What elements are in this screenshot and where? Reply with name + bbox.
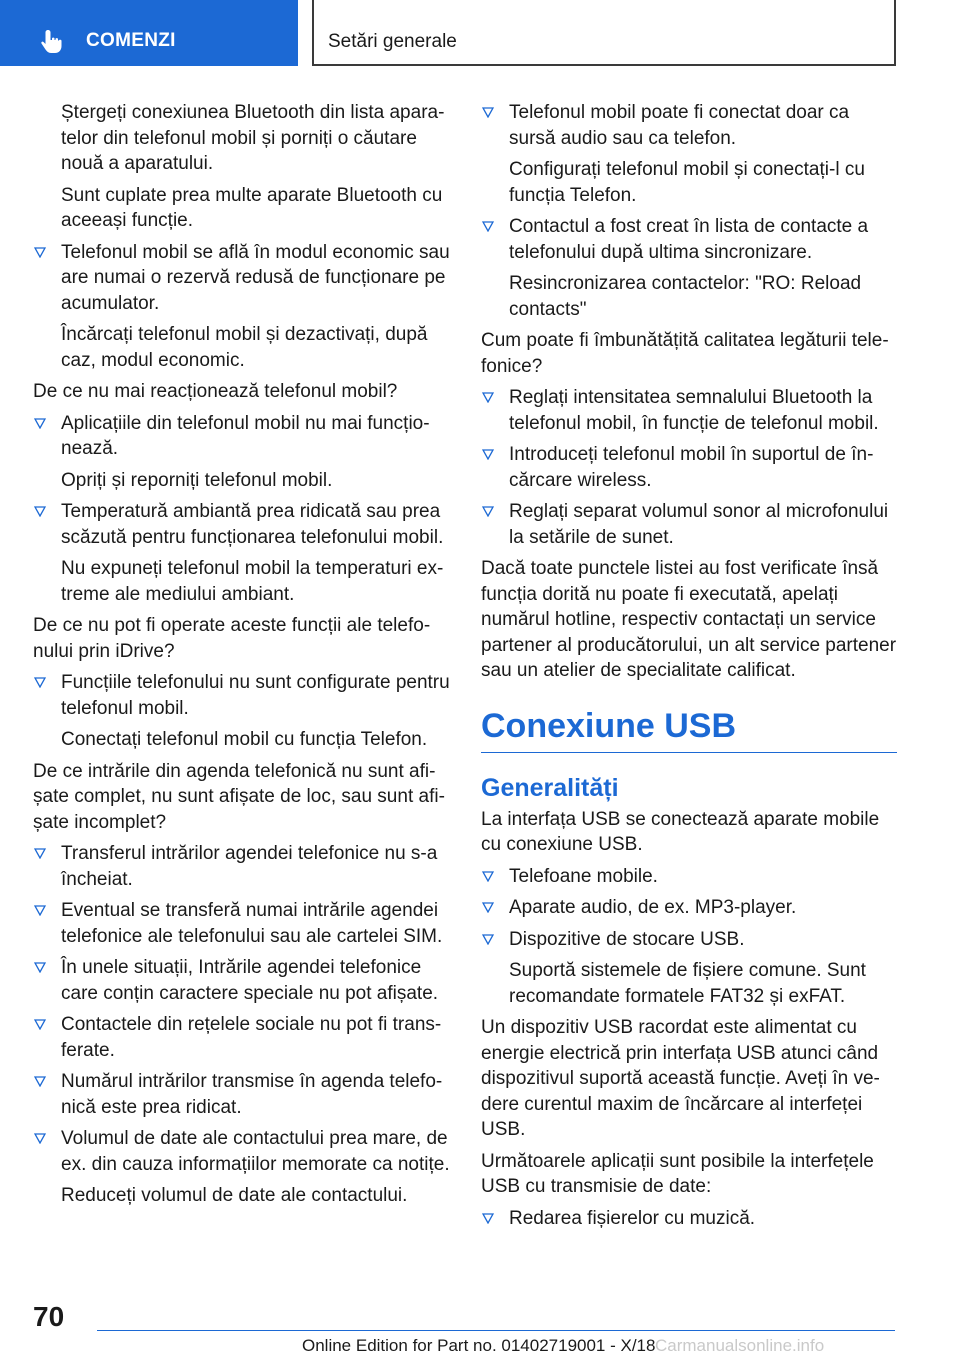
left-column — [33, 100, 451, 1215]
list-item-text: Transferul intrărilor agendei telefonice nu s-a încheiat. — [61, 843, 438, 890]
paragraph: Un dispozitiv USB racordat este alimentat cu energie electrică prin interfața USB atunci când dispozitivul suportă această funcție. Aveți în vedere curentul maxim de încărcare al interfeței USB. — [481, 1017, 880, 1140]
list-item-text: Contactele din rețelele sociale nu pot fi transferate. — [61, 1014, 442, 1061]
page-header — [0, 0, 960, 66]
triangle-bullet-icon — [34, 904, 46, 916]
list-item-text: Dispozitive de stocare USB. — [509, 928, 745, 950]
triangle-bullet-icon — [34, 1075, 46, 1087]
triangle-bullet-icon — [34, 1132, 46, 1144]
list-item-text: Aparate audio, de ex. MP3-player. — [509, 897, 797, 918]
list-item — [33, 898, 451, 949]
list-item — [33, 955, 451, 1006]
instruction-text: Încărcați telefonul mobil și dezactivați, după caz, modul economic. — [61, 324, 428, 371]
footer-divider — [97, 1330, 895, 1331]
instruction-text: Opriți și reporniți telefonul mobil. — [61, 469, 333, 491]
list-item — [33, 670, 451, 721]
list-item-text: Temperatură ambiantă prea ridicată sau prea scăzută pentru funcționarea telefonului mobil. — [61, 501, 444, 548]
paragraph: De ce nu pot fi operate aceste funcții ale telefonului prin iDrive? — [33, 615, 431, 662]
list-item — [33, 411, 451, 462]
list-item — [481, 895, 897, 921]
edition-text: Online Edition for Part no. 01402719001 - X/18 — [302, 1336, 656, 1355]
triangle-bullet-icon — [34, 246, 46, 258]
triangle-bullet-icon — [34, 1018, 46, 1030]
triangle-bullet-icon — [34, 961, 46, 973]
paragraph: De ce intrările din agenda telefonică nu sunt afișate complet, nu sunt afișate de loc, sau sunt afișate incomplet? — [33, 760, 445, 833]
list-item-text: Reglați intensitatea semnalului Bluetooth la telefonul mobil, în funcție de telefonul mobil. — [509, 387, 879, 434]
hand-touch-icon — [38, 27, 66, 55]
list-item-text: Introduceți telefonul mobil în suportul de încărcare wireless. — [509, 444, 874, 491]
list-item-text: Telefonul mobil poate fi conectat doar ca sursă audio sau ca telefon. — [509, 102, 850, 149]
chapter-box — [312, 0, 896, 66]
list-item-text: Telefonul mobil se află în modul economic sau are numai o rezervă redusă de funcționare pe acumulator. — [61, 241, 450, 314]
list-item-text: Aplicațiile din telefonul mobil nu mai funcționează. — [61, 412, 430, 459]
right-column — [481, 100, 897, 1237]
page-number: 70 — [33, 1301, 65, 1332]
instruction-text: Reduceți volumul de date ale contactului. — [61, 1185, 408, 1206]
section-tab — [0, 0, 298, 66]
paragraph: Cum poate fi îmbunătățită calitatea legăturii telefonice? — [481, 330, 889, 377]
triangle-bullet-icon — [482, 448, 494, 460]
paragraph: De ce nu mai reacționează telefonul mobil? — [33, 381, 398, 402]
list-item — [481, 499, 897, 550]
triangle-bullet-icon — [482, 391, 494, 403]
chapter-title: Setări generale — [328, 31, 457, 52]
list-item — [33, 1069, 451, 1120]
triangle-bullet-icon — [482, 933, 494, 945]
triangle-bullet-icon — [482, 901, 494, 913]
list-item-text: Contactul a fost creat în lista de contacte a telefonului după ultima sincronizare. — [509, 216, 869, 263]
list-item — [33, 499, 451, 550]
watermark: Carmanualsonline.info — [655, 1336, 825, 1355]
list-item-text: Redarea fișierelor cu muzică. — [509, 1207, 756, 1229]
instruction-text: Nu expuneți telefonul mobil la temperaturi extreme ale mediului ambiant. — [61, 558, 444, 605]
instruction-text: Resincronizarea contactelor: "RO: Reload contacts" — [509, 273, 862, 320]
triangle-bullet-icon — [482, 870, 494, 882]
list-item-text: În unele situații, Intrările agendei telefonice care conțin caractere speciale nu pot afișate. — [61, 957, 439, 1004]
list-item — [481, 214, 897, 265]
triangle-bullet-icon — [482, 1212, 494, 1224]
list-item — [33, 1012, 451, 1063]
section-label: COMENZI — [86, 30, 176, 51]
list-item — [33, 240, 451, 317]
subsection-heading: Generalități — [481, 773, 619, 802]
instruction-text: Sunt cuplate prea multe aparate Bluetooth cu aceeași funcție. — [61, 184, 443, 231]
triangle-bullet-icon — [482, 505, 494, 517]
paragraph: La interfața USB se conectează aparate mobile cu conexiune USB. — [481, 808, 880, 855]
instruction-text: Suportă sistemele de fișiere comune. Sunt recomandate formatele FAT32 și exFAT. — [509, 960, 866, 1007]
list-item-text: Reglați separat volumul sonor al microfonului la setările de sunet. — [509, 501, 889, 548]
list-item — [33, 841, 451, 892]
list-item-text: Telefoane mobile. — [509, 865, 658, 887]
instruction-text: Ștergeți conexiunea Bluetooth din lista aparatelor din telefonul mobil și porniți o căutare nouă a aparatului. — [61, 102, 445, 174]
list-item — [481, 864, 897, 890]
instruction-text: Configurați telefonul mobil și conectați-l cu funcția Telefon. — [509, 159, 865, 206]
list-item — [481, 100, 897, 151]
list-item-text: Eventual se transferă numai intrările agendei telefonice ale telefonului sau ale cartelei SIM. — [61, 900, 443, 947]
list-item-text: Numărul intrărilor transmise în agenda telefonică este prea ridicat. — [61, 1071, 443, 1118]
list-item-text: Funcțiile telefonului nu sunt configurate pentru telefonul mobil. — [61, 672, 450, 719]
triangle-bullet-icon — [34, 505, 46, 517]
triangle-bullet-icon — [34, 847, 46, 859]
triangle-bullet-icon — [482, 220, 494, 232]
paragraph: Următoarele aplicații sunt posibile la interfețele USB cu transmisie de date: — [481, 1150, 874, 1197]
section-heading: Conexiune USB — [481, 706, 897, 753]
list-item — [33, 1126, 451, 1177]
list-item — [481, 927, 897, 953]
list-item — [481, 1206, 897, 1232]
triangle-bullet-icon — [482, 106, 494, 118]
instruction-text: Conectați telefonul mobil cu funcția Telefon. — [61, 729, 428, 750]
list-item — [481, 385, 897, 436]
list-item — [481, 442, 897, 493]
paragraph: Dacă toate punctele listei au fost verificate însă funcția dorită nu poate fi executată, apelați numărul hotline, respectiv contactați un service partener al producătorului, un alt service partener sau un atelier de specialitate calificat. — [481, 558, 897, 681]
triangle-bullet-icon — [34, 417, 46, 429]
triangle-bullet-icon — [34, 676, 46, 688]
list-item-text: Volumul de date ale contactului prea mare, de ex. din cauza informațiilor memorate ca notițe. — [61, 1128, 450, 1175]
